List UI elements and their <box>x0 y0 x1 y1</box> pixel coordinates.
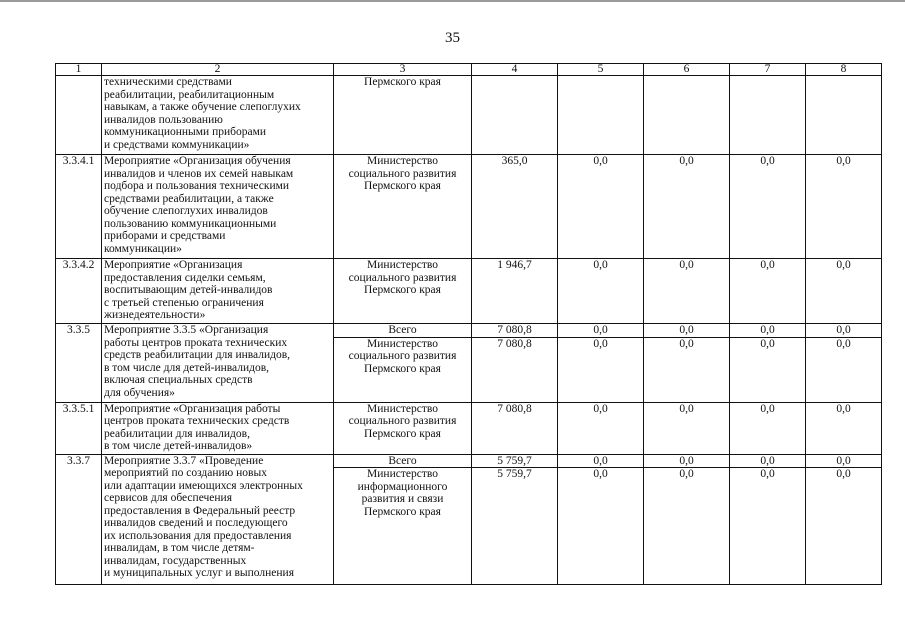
column-number: 6 <box>644 64 730 76</box>
row-value: 0,0 <box>806 454 882 468</box>
row-value <box>558 76 644 155</box>
column-number: 1 <box>56 64 102 76</box>
row-value: 7 080,8 <box>472 402 558 454</box>
row-executor: Министерство социального развития Пермского края <box>334 155 472 259</box>
budget-table <box>55 63 882 585</box>
row-value: 0,0 <box>730 454 806 468</box>
row-value: 5 759,7 <box>472 454 558 468</box>
row-executor: Пермского края <box>334 76 472 155</box>
row-value: 0,0 <box>806 259 882 324</box>
row-value <box>730 76 806 155</box>
row-value: 0,0 <box>730 324 806 338</box>
row-value: 0,0 <box>558 454 644 468</box>
table-row <box>56 259 882 324</box>
row-value: 0,0 <box>730 337 806 402</box>
column-number: 2 <box>102 64 334 76</box>
row-description: техническими средствами реабилитации, реабилитационным навыкам, а также обучение слепоглухих инвалидов пользованию коммуникационными приборами и средствами коммуникации» <box>102 76 334 155</box>
row-value: 0,0 <box>644 259 730 324</box>
row-executor: Министерство социального развития Пермского края <box>334 402 472 454</box>
row-value: 0,0 <box>730 155 806 259</box>
table-row-total <box>56 454 882 468</box>
row-description: Мероприятие 3.3.7 «Проведение мероприятий по созданию новых или адаптации имеющихся электронных сервисов для обеспечения предоставления в Федеральный реестр инвалидов сведений и последующего их использования для предоставления инвалидам, в том числе детям- инвалидам, государственных и муниципальных услуг и выполнения <box>102 454 334 585</box>
column-number: 8 <box>806 64 882 76</box>
table-row <box>56 155 882 259</box>
row-value: 0,0 <box>558 155 644 259</box>
row-description: Мероприятие «Организация предоставления сиделки семьям, воспитывающим детей-инвалидов с третьей степенью ограничения жизнедеятельности» <box>102 259 334 324</box>
row-value: 0,0 <box>730 402 806 454</box>
column-number: 4 <box>472 64 558 76</box>
row-value: 0,0 <box>558 337 644 402</box>
row-code: 3.3.7 <box>56 454 102 585</box>
row-executor: Министерство социального развития Пермского края <box>334 259 472 324</box>
row-description: Мероприятие «Организация работы центров проката технических средств реабилитации для инвалидов, в том числе детей-инвалидов» <box>102 402 334 454</box>
row-executor-total: Всего <box>334 324 472 338</box>
column-number: 7 <box>730 64 806 76</box>
row-value: 1 946,7 <box>472 259 558 324</box>
row-value: 0,0 <box>558 324 644 338</box>
table-row <box>56 76 882 155</box>
row-value: 0,0 <box>644 454 730 468</box>
row-value: 0,0 <box>730 259 806 324</box>
row-value: 0,0 <box>806 337 882 402</box>
row-code <box>56 76 102 155</box>
row-value: 0,0 <box>806 324 882 338</box>
row-value: 0,0 <box>644 337 730 402</box>
row-value: 7 080,8 <box>472 324 558 338</box>
column-number-row <box>56 64 882 76</box>
row-code: 3.3.4.2 <box>56 259 102 324</box>
row-value: 0,0 <box>644 402 730 454</box>
row-value: 0,0 <box>730 468 806 585</box>
row-description: Мероприятие 3.3.5 «Организация работы центров проката технических средств реабилитации для инвалидов, в том числе для детей-инвалидов, включая специальных средств для обучения» <box>102 324 334 403</box>
row-value <box>644 76 730 155</box>
column-number: 5 <box>558 64 644 76</box>
row-description: Мероприятие «Организация обучения инвалидов и членов их семей навыкам подбора и пользования техническими средствами реабилитации, а также обучение слепоглухих инвалидов пользованию коммуникационными приборами и средствами коммуникации» <box>102 155 334 259</box>
row-value: 0,0 <box>644 155 730 259</box>
scan-edge-line <box>0 0 905 2</box>
row-value <box>472 76 558 155</box>
row-value: 0,0 <box>558 468 644 585</box>
row-executor: Министерство социального развития Пермского края <box>334 337 472 402</box>
page-number: 35 <box>445 30 460 46</box>
row-value: 0,0 <box>558 259 644 324</box>
table-row <box>56 402 882 454</box>
row-value: 365,0 <box>472 155 558 259</box>
row-executor: Министерство информационного развития и связи Пермского края <box>334 468 472 585</box>
row-value: 0,0 <box>806 402 882 454</box>
row-value: 5 759,7 <box>472 468 558 585</box>
row-executor-total: Всего <box>334 454 472 468</box>
row-value: 0,0 <box>806 468 882 585</box>
row-value: 0,0 <box>806 155 882 259</box>
column-number: 3 <box>334 64 472 76</box>
table-row-total <box>56 324 882 338</box>
row-value <box>806 76 882 155</box>
row-value: 7 080,8 <box>472 337 558 402</box>
row-code: 3.3.5.1 <box>56 402 102 454</box>
row-value: 0,0 <box>644 468 730 585</box>
row-value: 0,0 <box>644 324 730 338</box>
row-code: 3.3.4.1 <box>56 155 102 259</box>
row-value: 0,0 <box>558 402 644 454</box>
row-code: 3.3.5 <box>56 324 102 403</box>
